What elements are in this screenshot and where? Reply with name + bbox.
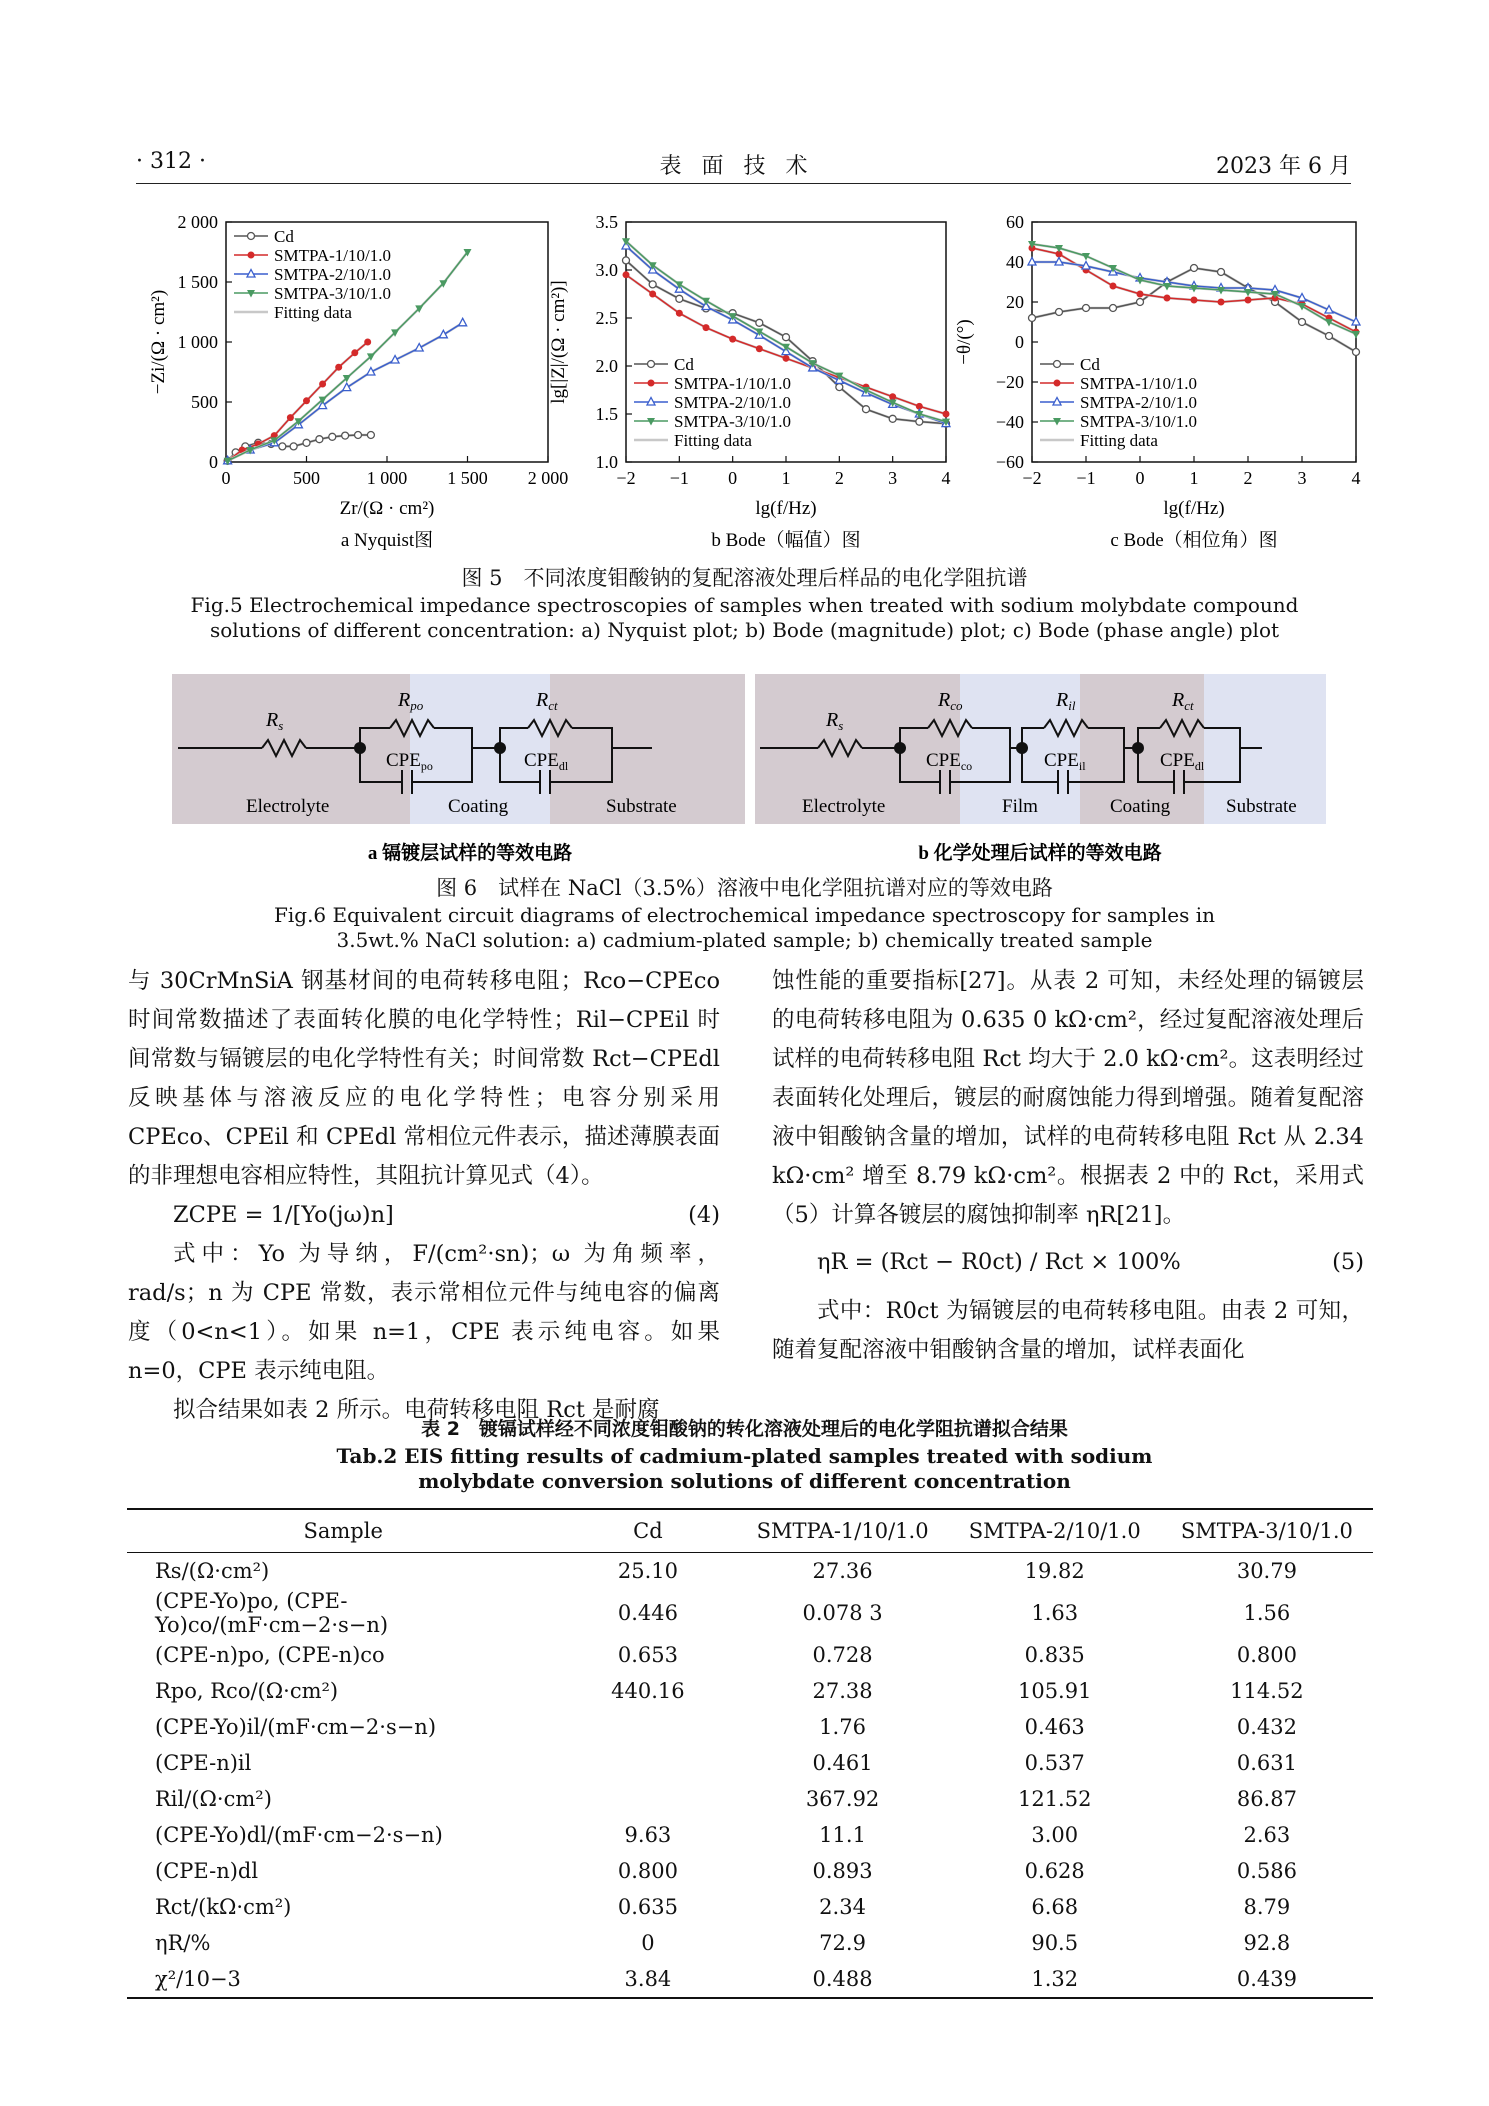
circuit-a-region-coating: Coating (448, 796, 509, 817)
table-cell: 1.56 (1243, 1601, 1291, 1625)
circuit-b-region-coating: Coating (1110, 796, 1171, 817)
table-cell: 2.63 (1243, 1823, 1291, 1847)
x-axis-label: Zr/(Ω · cm²) (339, 498, 435, 519)
data-point (783, 334, 790, 341)
data-point (1352, 331, 1360, 339)
data-point (279, 443, 286, 450)
circuit-b-sublabel: b 化学处理后试样的等效电路 (918, 843, 1162, 864)
y-tick-label: 1.0 (595, 452, 618, 472)
circuit-b-region-electrolyte: Electrolyte (802, 796, 886, 817)
data-point (287, 414, 294, 421)
table-cell: 86.87 (1236, 1787, 1297, 1811)
table-cell: 27.38 (812, 1679, 873, 1703)
table-row-label: (CPE-Yo)dl/(mF·cm−2·s−n) (155, 1823, 443, 1847)
data-point (303, 397, 310, 404)
x-tick-label: 4 (941, 468, 951, 488)
table-cell: 0.446 (617, 1601, 678, 1625)
legend-entry: SMTPA-3/10/1.0 (674, 412, 791, 431)
table-row (127, 1745, 1373, 1781)
x-tick-label: 500 (293, 468, 320, 488)
table-row-label: ηR/% (155, 1931, 211, 1955)
header-rule (136, 183, 1351, 184)
table-cell: 90.5 (1031, 1931, 1079, 1955)
data-point (863, 406, 870, 413)
legend-entry: SMTPA-2/10/1.0 (274, 265, 391, 284)
data-point (364, 339, 371, 346)
table-cell: 6.68 (1031, 1895, 1079, 1919)
table-cell: 1.32 (949, 1961, 1161, 1998)
table-header-smtpa3: SMTPA-3/10/1.0 (1161, 1509, 1373, 1553)
fig5-caption-cn: 图 5 不同浓度钼酸钠的复配溶液处理后样品的电化学阻抗谱 (461, 566, 1028, 590)
data-point (290, 443, 297, 450)
x-axis-label: lg(f/Hz) (755, 498, 817, 519)
chart-1 (148, 212, 568, 551)
y-tick-label: 2.0 (595, 356, 618, 376)
table-cell: 92.8 (1243, 1931, 1291, 1955)
series-line (228, 323, 463, 461)
table-row (127, 1925, 1373, 1961)
table-cell (559, 1745, 736, 1781)
chart-sublabel: b Bode（幅值）图 (711, 530, 861, 551)
data-point (889, 415, 896, 422)
x-tick-label: 2 000 (527, 468, 569, 488)
data-point (623, 271, 630, 278)
table-cell: 1.63 (1031, 1601, 1079, 1625)
data-point (729, 336, 736, 343)
data-point (1029, 315, 1036, 322)
table-cell: 30.79 (1236, 1559, 1297, 1583)
legend-entry: SMTPA-1/10/1.0 (274, 246, 391, 265)
equation-4 (128, 1196, 720, 1235)
table-cell: 9.63 (624, 1823, 672, 1847)
chart-3 (954, 212, 1361, 551)
data-point (1218, 269, 1225, 276)
legend-entry: Cd (674, 355, 694, 374)
table-cell: 72.9 (819, 1931, 866, 1955)
table-row (127, 1961, 1373, 1998)
legend-entry: SMTPA-2/10/1.0 (1080, 393, 1197, 412)
table-cell: 0.800 (1236, 1643, 1297, 1667)
legend-marker (648, 361, 655, 368)
body-left-column (128, 962, 720, 1430)
circuit-b-label-rco: $R_{co}$ (938, 689, 963, 713)
chart-2 (548, 212, 951, 551)
data-point (1326, 333, 1333, 340)
table-header-sample: Sample (127, 1509, 559, 1553)
data-point (1083, 305, 1090, 312)
data-point (1110, 305, 1117, 312)
table-cell (559, 1781, 736, 1817)
table-row (127, 1553, 1373, 1590)
x-tick-label: 1 500 (447, 468, 488, 488)
data-point (623, 257, 630, 264)
table-cell: 0.586 (1236, 1859, 1297, 1883)
y-tick-label: 0 (1015, 332, 1024, 352)
x-tick-label: 1 (1189, 468, 1199, 488)
x-tick-label: −1 (669, 468, 689, 488)
data-point (342, 432, 349, 439)
y-axis-label: lg[|Z|/(Ω · cm²)] (548, 280, 569, 404)
equation-5 (772, 1243, 1364, 1282)
table-cell: 0.635 (617, 1895, 678, 1919)
y-tick-label: −60 (995, 452, 1024, 472)
table-2 (127, 1508, 1373, 1999)
table-cell: 1.76 (819, 1715, 866, 1739)
fig6-caption-en-2: 3.5wt.% NaCl solution: a) cadmium-plated sample; b) chemically treated sample (336, 928, 1153, 952)
circuit-b-label-cpeil: $CPE_{il}$ (1044, 750, 1086, 773)
legend-marker (248, 233, 255, 240)
circuit-b-label-rs: $R_s$ (826, 709, 844, 733)
right-paragraph-1: 蚀性能的重要指标[27]。从表 2 可知，未经处理的镉镀层的电荷转移电阻为 0.635 0 kΩ·cm²，经过复配溶液处理后试样的电荷转移电阻 Rct 均大于 2.0 kΩ·cm²。这表明经过表面转化处理后，镀层的耐腐蚀能力得到增强。随着复配溶液中钼酸钠含量的增加，试样的电荷转移电阻 Rct 从 2.34 kΩ·cm² 增至 8.79 kΩ·cm²。根据表 2 中的 Rct，采用式（5）计算各镀层的腐蚀抑制率 ηR[21]。 (772, 968, 1364, 1228)
data-point (303, 439, 310, 446)
table-cell: 0.463 (1024, 1715, 1085, 1739)
series-line (228, 342, 368, 461)
table-cell: 11.1 (819, 1823, 866, 1847)
data-point (756, 345, 763, 352)
x-tick-label: 3 (888, 468, 898, 488)
table-row (127, 1589, 1373, 1637)
table-header-smtpa2: SMTPA-2/10/1.0 (949, 1509, 1161, 1553)
data-point (1164, 295, 1171, 302)
legend-entry: Cd (274, 227, 294, 246)
fig6-caption-cn: 图 6 试样在 NaCl（3.5%）溶液中电化学阻抗谱对应的等效电路 (436, 876, 1053, 900)
table-row-label: (CPE-Yo)po, (CPE-Yo)co/(mF·cm−2·s−n) (155, 1589, 389, 1637)
data-point (1299, 319, 1306, 326)
y-tick-label: 1 000 (177, 332, 218, 352)
circuit-a-label-cpedl: $CPE_{dl}$ (524, 750, 569, 773)
data-point (649, 281, 656, 288)
legend-entry: Fitting data (1080, 431, 1158, 450)
table-cell: 114.52 (1230, 1679, 1304, 1703)
x-axis-label: lg(f/Hz) (1163, 498, 1225, 519)
legend-marker (1054, 361, 1061, 368)
table-cell: 0.488 (736, 1961, 948, 1998)
left-paragraph-1: 与 30CrMnSiA 钢基材间的电荷转移电阻；Rco−CPEco 时间常数描述了表面转化膜的电化学特性；Ril−CPEil 时间常数与镉镀层的电化学特性有关；时间常数 Rct−CPEdl 反映基体与溶液反应的电化学特性；电容分别采用 CPEco、CPEil 和 CPEdl 常相位元件表示，描述薄膜表面的非理想电容相应特性，其阻抗计算见式（4）。 (128, 968, 720, 1189)
y-tick-label: 1.5 (595, 404, 618, 424)
table-cell (559, 1709, 736, 1745)
circuit-a-label-rpo: $R_{po}$ (398, 689, 424, 713)
table-row (127, 1817, 1373, 1853)
data-point (943, 411, 950, 418)
data-point (1191, 265, 1198, 272)
data-point (329, 433, 336, 440)
running-header (136, 143, 1351, 183)
data-point (1137, 299, 1144, 306)
circuit-b-label-ril: $R_{il}$ (1056, 689, 1076, 713)
y-tick-label: 60 (1006, 212, 1024, 232)
table-cell: 121.52 (1017, 1787, 1092, 1811)
data-point (367, 432, 374, 439)
x-tick-label: 2 (1243, 468, 1253, 488)
data-point (1191, 297, 1198, 304)
data-point (836, 384, 843, 391)
equation-5-body: ηR = (Rct − R0ct) / Rct × 100% (817, 1249, 1181, 1275)
table-cell: 27.36 (812, 1559, 873, 1583)
legend-entry: SMTPA-2/10/1.0 (674, 393, 791, 412)
y-tick-label: 1 500 (177, 272, 218, 292)
data-point (1137, 291, 1144, 298)
circuit-a-region-electrolyte: Electrolyte (246, 796, 330, 817)
table-cell: 0.728 (812, 1643, 873, 1667)
data-point (649, 291, 656, 298)
table-row-label: χ²/10−3 (127, 1961, 559, 1998)
x-tick-label: 0 (221, 468, 231, 488)
table-row-label: (CPE-n)dl (155, 1859, 259, 1883)
y-axis-label: −Zi/(Ω · cm²) (148, 289, 169, 395)
data-point (1218, 299, 1225, 306)
y-tick-label: 2 000 (177, 212, 218, 232)
table-row-label: Ril/(Ω·cm²) (155, 1787, 272, 1811)
left-paragraph-3: 拟合结果如表 2 所示。电荷转移电阻 Rct 是耐腐 (173, 1397, 660, 1423)
data-point (316, 436, 323, 443)
data-point (676, 295, 683, 302)
data-point (1245, 297, 1252, 304)
circuit-b-region-film: Film (1002, 796, 1038, 817)
circuit-a-sublabel: a 镉镀层试样的等效电路 (367, 843, 573, 864)
x-tick-label: −2 (616, 468, 636, 488)
fig5-caption-en-1: Fig.5 Electrochemical impedance spectroscopies of samples when treated with sodium molybdate compound (190, 593, 1299, 617)
data-point (1110, 283, 1117, 290)
table-row (127, 1853, 1373, 1889)
circuit-b-label-cpedl: $CPE_{dl}$ (1160, 750, 1205, 773)
table-row-label: (CPE-n)po, (CPE-n)co (155, 1643, 385, 1667)
table-row (127, 1637, 1373, 1673)
table-cell: 3.84 (559, 1961, 736, 1998)
y-tick-label: 3.5 (595, 212, 618, 232)
y-tick-label: −20 (995, 372, 1024, 392)
circuit-a-region-substrate: Substrate (606, 796, 677, 817)
y-axis-label: −θ/(°) (954, 319, 975, 365)
y-tick-label: 20 (1006, 292, 1024, 312)
table-cell: 3.00 (1031, 1823, 1079, 1847)
circuit-b-label-cpeco: $CPE_{co}$ (926, 750, 973, 773)
x-tick-label: −1 (1076, 468, 1096, 488)
figure-6-circuits (0, 670, 1489, 870)
data-point (916, 418, 923, 425)
y-tick-label: 40 (1006, 252, 1024, 272)
data-point (676, 310, 683, 317)
data-point (703, 324, 710, 331)
legend-marker (1054, 380, 1061, 387)
table-cell: 0.628 (1024, 1859, 1085, 1883)
data-point (355, 432, 362, 439)
table-row (127, 1709, 1373, 1745)
table-cell: 0.461 (812, 1751, 873, 1775)
table-cell: 0.439 (1161, 1961, 1373, 1998)
table-row-label: (CPE-Yo)il/(mF·cm−2·s−n) (155, 1715, 437, 1739)
figure-5-charts (0, 200, 1489, 560)
table-cell: 0.653 (617, 1643, 678, 1667)
table-row (127, 1781, 1373, 1817)
data-point (351, 349, 358, 356)
circuit-b-region-substrate: Substrate (1226, 796, 1297, 817)
y-tick-label: 3.0 (595, 260, 618, 280)
data-point (459, 318, 467, 326)
chart-sublabel: a Nyquist图 (340, 530, 434, 551)
table-row-label: (CPE-n)il (155, 1751, 252, 1775)
legend-marker (648, 380, 655, 387)
table-cell: 0.432 (1236, 1715, 1297, 1739)
x-tick-label: 0 (1135, 468, 1145, 488)
y-tick-label: −40 (995, 412, 1024, 432)
circuit-a-label-rs: $R_s$ (266, 709, 284, 733)
table-cell: 19.82 (1024, 1559, 1085, 1583)
table-header-row (127, 1509, 1373, 1553)
y-tick-label: 2.5 (595, 308, 618, 328)
journal-name: 表面技术 (659, 154, 828, 179)
table-cell: 0.078 3 (802, 1601, 883, 1625)
legend-entry: SMTPA-3/10/1.0 (274, 284, 391, 303)
x-tick-label: 4 (1351, 468, 1361, 488)
circuit-a-label-rct: $R_{ct}$ (536, 689, 558, 713)
data-point (319, 381, 326, 388)
x-tick-label: 1 000 (366, 468, 408, 488)
page-number: · 312 · (136, 149, 206, 174)
table-cell: 0.537 (1024, 1751, 1085, 1775)
x-tick-label: 3 (1297, 468, 1307, 488)
fig5-caption-en-2: solutions of different concentration: a) Nyquist plot; b) Bode (magnitude) plot; c) Bode (phase angle) plot (209, 618, 1280, 642)
table-cell: 0.800 (617, 1859, 678, 1883)
legend-entry: Fitting data (674, 431, 752, 450)
legend-entry: Cd (1080, 355, 1100, 374)
legend-marker (248, 252, 255, 259)
circuit-b (755, 674, 1326, 824)
legend-entry: Fitting data (274, 303, 352, 322)
legend-entry: SMTPA-1/10/1.0 (1080, 374, 1197, 393)
legend-entry: SMTPA-1/10/1.0 (674, 374, 791, 393)
issue-date: 2023 年 6 月 (1216, 154, 1351, 179)
table-row (127, 1673, 1373, 1709)
table-row-label: Rct/(kΩ·cm²) (155, 1895, 292, 1919)
table-header-cd: Cd (559, 1509, 736, 1553)
circuit-b-label-rct: $R_{ct}$ (1172, 689, 1194, 713)
table-cell: 0.835 (1024, 1643, 1085, 1667)
circuit-a (172, 674, 745, 824)
table-cell: 0 (641, 1931, 655, 1955)
x-tick-label: 0 (728, 468, 738, 488)
x-tick-label: 1 (781, 468, 791, 488)
left-paragraph-2: 式中：Yo 为导纳，F/(cm²·sn)；ω 为角频率，rad/s；n 为 CPE 常数，表示常相位元件与纯电容的偏离度（0<n<1）。如果 n=1，CPE 表示纯电容。如果 n=0，CPE 表示纯电阻。 (128, 1241, 720, 1384)
right-paragraph-2: 式中：R0ct 为镉镀层的电荷转移电阻。由表 2 可知，随着复配溶液中钼酸钠含量的增加，试样表面化 (772, 1298, 1364, 1363)
chart-sublabel: c Bode（相位角）图 (1110, 530, 1278, 551)
table-cell: 8.79 (1243, 1895, 1291, 1919)
table2-caption-en-1: Tab.2 EIS fitting results of cadmium-plated samples treated with sodium (336, 1444, 1153, 1468)
body-right-column (772, 962, 1364, 1370)
table-cell: 105.91 (1017, 1679, 1092, 1703)
table-cell: 0.631 (1236, 1751, 1297, 1775)
fig6-caption-en-1: Fig.6 Equivalent circuit diagrams of electrochemical impedance spectroscopy for samples in (274, 903, 1215, 927)
data-point (1353, 349, 1360, 356)
y-tick-label: 500 (191, 392, 218, 412)
table-header-smtpa1: SMTPA-1/10/1.0 (736, 1509, 948, 1553)
x-tick-label: 2 (834, 468, 844, 488)
table-cell: 440.16 (611, 1679, 685, 1703)
circuit-a-label-cpepo: $CPE_{po}$ (386, 750, 433, 773)
table2-caption-cn: 表 2 镀镉试样经不同浓度钼酸钠的转化溶液处理后的电化学阻抗谱拟合结果 (421, 1418, 1068, 1440)
table-row (127, 1889, 1373, 1925)
table-cell: 367.92 (805, 1787, 880, 1811)
table-cell: 0.893 (812, 1859, 873, 1883)
table-row-label: Rs/(Ω·cm²) (155, 1559, 270, 1583)
legend-entry: SMTPA-3/10/1.0 (1080, 412, 1197, 431)
data-point (783, 355, 790, 362)
x-tick-label: −2 (1022, 468, 1042, 488)
data-point (1056, 309, 1063, 316)
equation-4-body: ZCPE = 1/[Yo(jω)n] (173, 1202, 394, 1228)
table2-caption-en-2: molybdate conversion solutions of different concentration (418, 1469, 1071, 1493)
equation-4-number: (4) (688, 1202, 720, 1228)
data-point (756, 319, 763, 326)
table-cell: 2.34 (819, 1895, 866, 1919)
table-cell: 25.10 (617, 1559, 678, 1583)
equation-5-number: (5) (1332, 1249, 1364, 1275)
table-row-label: Rpo, Rco/(Ω·cm²) (155, 1679, 339, 1703)
y-tick-label: 0 (209, 452, 218, 472)
data-point (335, 364, 342, 371)
